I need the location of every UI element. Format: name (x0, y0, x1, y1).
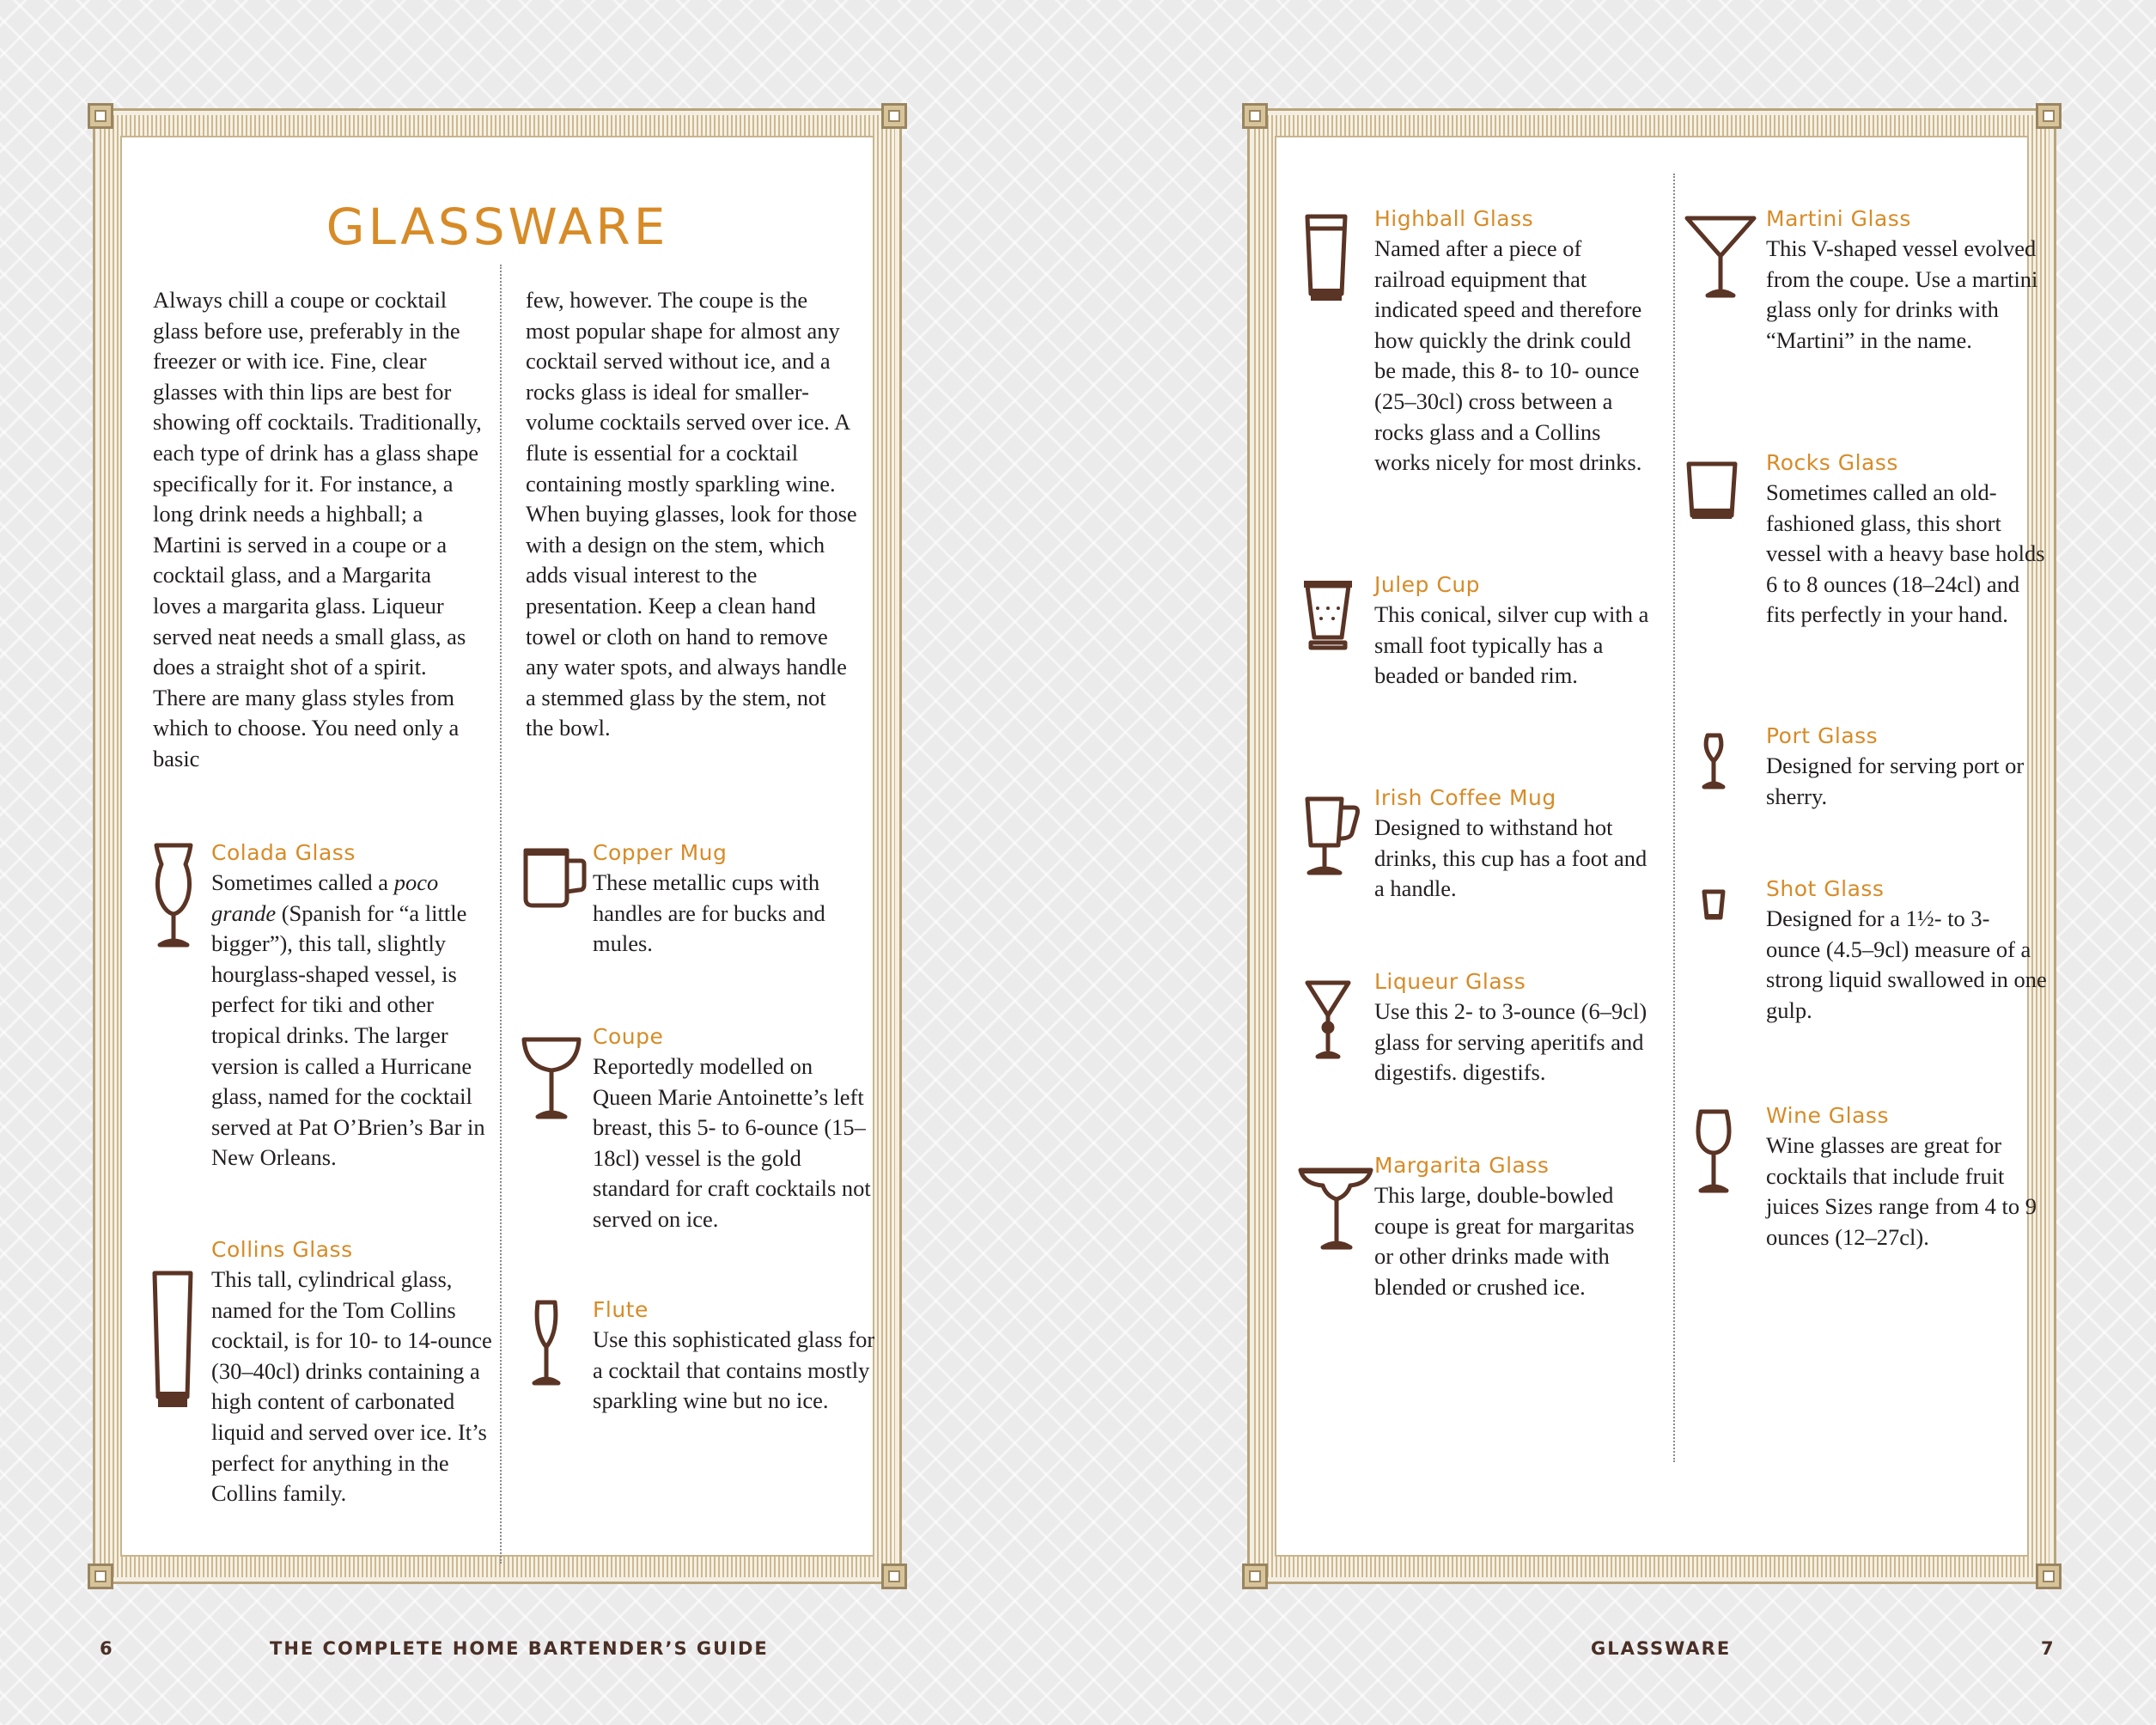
entry-heading: Martini Glass (1766, 206, 1911, 231)
entry-text: Wine glasses are great for cocktails that include fruit juices Sizes range from 4 to 9 ounces (12–27cl). (1766, 1132, 2037, 1250)
corner-ornament (2036, 103, 2062, 129)
entry-text: Sometimes called an old-fashioned glass, this short vessel with a heavy base holds 6 to 8 ounces (18–24cl) and fits perfectly in your hand. (1766, 479, 2045, 628)
left-page (93, 108, 902, 1584)
entry-heading: Rocks Glass (1766, 450, 1898, 475)
corner-ornament (88, 103, 113, 129)
entry-heading: Colada Glass (211, 840, 356, 865)
corner-ornament (881, 1563, 907, 1589)
corner-ornament (881, 103, 907, 129)
collins-glass-icon (149, 1268, 196, 1414)
irish-coffee-mug-icon (1302, 795, 1362, 881)
entry-heading: Copper Mug (593, 840, 728, 865)
entry-text: These metallic cups with handles are for bucks and mules. (593, 869, 825, 957)
rocks-glass-icon (1684, 459, 1744, 527)
entry-heading: Wine Glass (1766, 1103, 1889, 1128)
entry-heading: Shot Glass (1766, 876, 1885, 901)
entry-heading: Liqueur Glass (1374, 969, 1526, 994)
shot-glass-icon (1684, 888, 1744, 931)
copper-mug-icon (521, 845, 588, 911)
corner-ornament (2036, 1563, 2062, 1589)
entry-heading: Coupe (593, 1024, 664, 1049)
entry-heading: Irish Coffee Mug (1374, 785, 1556, 810)
entry-heading: Highball Glass (1374, 206, 1534, 231)
page-number-left: 6 (100, 1638, 114, 1659)
port-glass-icon (1684, 732, 1744, 801)
highball-glass-icon (1302, 211, 1350, 306)
right-page (1247, 108, 2056, 1584)
entry-text: Named after a piece of railroad equipment that indicated speed and therefore how quickly the drink could be made, this 8- to 10- ounce (25–30cl) cross between a rocks glass and a Collins works nicely for most drinks. (1374, 235, 1642, 476)
intro-column-1: Always chill a coupe or cocktail glass before use, preferably in the freezer or with ice. Fine, clear glasses with thin lips are best for showing off cocktails. Traditionally, each type of drink has a glass shape specifically for it. For instance, a long drink needs a highball; a Martini is served in a coupe or a cocktail glass, and a Margarita loves a margarita glass. Liqueur served neat needs a small glass, as does a straight shot of a spirit. There are many glass styles from which to choose. You need only a basic (153, 287, 482, 771)
liqueur-glass-icon (1302, 978, 1354, 1064)
entry-heading: Margarita Glass (1374, 1153, 1550, 1178)
page-number-right: 7 (2041, 1638, 2056, 1659)
column-divider (500, 265, 502, 1563)
corner-ornament (88, 1563, 113, 1589)
entry-text: Reportedly modelled on Queen Marie Antoinette’s left breast, this 5- to 6-ounce (15–18cl) vessel is the gold standard for craft cocktails not served on ice. (593, 1053, 871, 1232)
julep-cup-icon (1302, 579, 1354, 653)
entry-text: Designed for a 1½- to 3- ounce (4.5–9cl) measure of a strong liquid swallowed in one gulp. (1766, 905, 2047, 1023)
entry-heading: Collins Glass (211, 1237, 353, 1262)
entry-text: Designed to withstand hot drinks, this cup has a foot and a handle. (1374, 814, 1647, 902)
martini-glass-icon (1684, 213, 1757, 308)
entry-text: This conical, silver cup with a small foot typically has a beaded or banded rim. (1374, 601, 1649, 689)
entry-heading: Flute (593, 1297, 649, 1322)
entry-text: Use this sophisticated glass for a cocktail that contains mostly sparkling wine but no ice. (593, 1326, 875, 1414)
wine-glass-icon (1684, 1108, 1744, 1203)
entry-text: This V-shaped vessel evolved from the coupe. Use a martini glass only for drinks with “Martini” in the name. (1766, 235, 2038, 353)
coupe-icon (521, 1033, 582, 1127)
entry-heading: Port Glass (1766, 723, 1879, 748)
intro-column-2: few, however. The coupe is the most popular shape for almost any cocktail served without ice, and a rocks glass is ideal for smaller-volume cocktails served over ice. A flute is essential for a cocktail containing mostly sparkling wine. When buying glasses, look for those with a design on the stem, which adds visual interest to the presentation. Keep a clean hand towel or cloth on hand to remove any water spots, and always handle a stemmed glass by the stem, not the bowl. (526, 287, 857, 741)
entry-text: This tall, cylindrical glass, named for the Tom Collins cocktail, is for 10- to 14-ounce (30–40cl) drinks containing a high content of carbonated liquid and served over ice. It’s perfect for anything in the Collins family. (211, 1266, 492, 1507)
entry-text: Designed for serving port or sherry. (1766, 753, 2025, 809)
running-title-right: GLASSWARE (1591, 1638, 1732, 1659)
entry-heading: Julep Cup (1374, 572, 1481, 597)
colada-glass-icon (148, 840, 199, 952)
running-title-left: THE COMPLETE HOME BARTENDER’S GUIDE (270, 1638, 769, 1659)
flute-icon (521, 1297, 572, 1392)
column-divider (1673, 174, 1675, 1462)
entry-text: Sometimes called a poco grande (Spanish for “a little bigger”), this tall, slightly hourglass-shaped vessel, is perfect for tiki and other tropical drinks. The larger version is called a Hurricane glass, named for the cocktail served at Pat O’Brien’s Bar in New Orleans. (211, 869, 485, 1171)
corner-ornament (1242, 103, 1268, 129)
entry-text: Use this 2- to 3-ounce (6–9cl) glass for serving aperitifs and digestifs. digestifs. (1374, 998, 1647, 1086)
page-content-area (1275, 136, 2047, 1557)
entry-text: This large, double-bowled coupe is great for margaritas or other drinks made with blended or crushed ice. (1374, 1182, 1635, 1300)
page-title: GLASSWARE (326, 198, 669, 256)
page-content-area (120, 136, 874, 1557)
margarita-glass-icon (1297, 1165, 1374, 1259)
corner-ornament (1242, 1563, 1268, 1589)
